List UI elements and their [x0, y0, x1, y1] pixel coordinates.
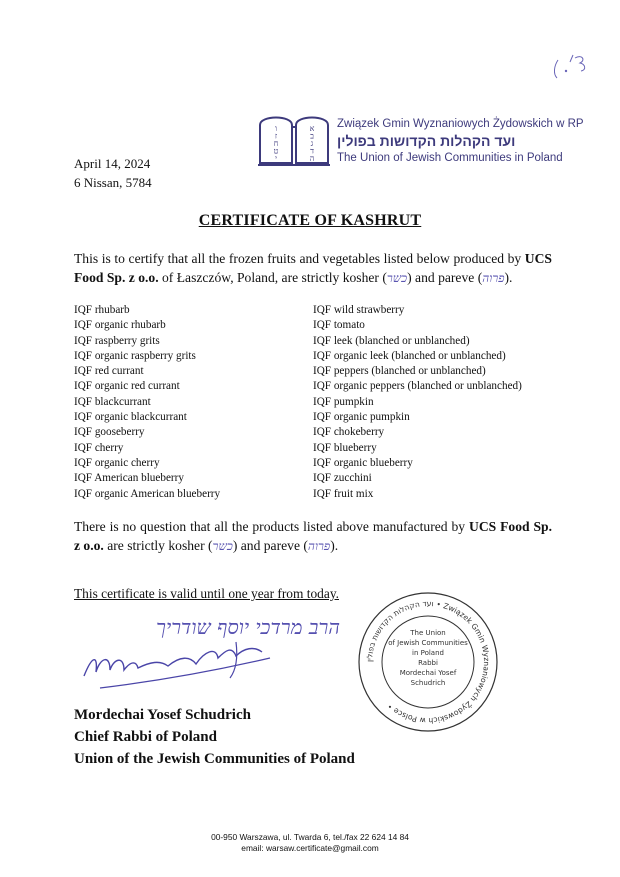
stamp-center-line: in Poland: [412, 649, 444, 657]
official-stamp: [356, 590, 500, 734]
validity-statement: This certificate is valid until one year from today.: [74, 586, 339, 601]
date-gregorian: April 14, 2024: [74, 156, 151, 171]
logo-letter: ב: [310, 131, 314, 141]
product-right-item: IQF fruit mix: [313, 487, 374, 500]
logo-letter: ד: [310, 146, 314, 156]
logo-letter: א: [309, 124, 315, 133]
product-left-item: IQF gooseberry: [74, 426, 145, 439]
product-left-item: IQF organic blackcurrant: [74, 411, 187, 424]
org-name-hebrew: ועד הקהלות הקדושות בפולין: [337, 133, 516, 149]
stamp-center-line: Mordechai Yosef: [399, 669, 457, 677]
signer-position: Chief Rabbi of Poland: [74, 729, 217, 745]
product-left-item: IQF organic raspberry grits: [74, 349, 196, 362]
logo-letter: י: [274, 154, 278, 163]
org-name-english: The Union of Jewish Communities in Poland: [337, 152, 563, 164]
product-right-item: IQF organic peppers (blanched or unblanched): [313, 380, 522, 393]
product-left-item: IQF blackcurrant: [74, 395, 151, 408]
logo-letter: ט: [273, 146, 279, 156]
date-hebrew: 6 Nissan, 5784: [74, 175, 152, 190]
product-right-item: IQF leek (blanched or unblanched): [313, 334, 470, 347]
logo-letter: ה: [309, 154, 315, 163]
handwritten-corner-mark: [548, 50, 592, 84]
signature-hebrew: הרב מרדכי יוסף שודריך: [156, 615, 340, 639]
product-left-item: IQF raspberry grits: [74, 334, 160, 347]
product-left-item: IQF organic cherry: [74, 456, 160, 469]
product-right-item: IQF chokeberry: [313, 426, 385, 439]
product-right-item: IQF pumpkin: [313, 395, 374, 408]
product-right-item: IQF tomato: [313, 319, 365, 332]
product-right-item: IQF zucchini: [313, 472, 372, 485]
kosher-handwritten: כשר: [386, 271, 408, 285]
product-left-item: IQF red currant: [74, 365, 144, 378]
footer-address: 00-950 Warszawa, ul. Twarda 6, tel./fax 22 624 14 84: [211, 832, 409, 842]
product-left-item: IQF organic American blueberry: [74, 487, 221, 500]
closing-paragraph: There is no question that all the products listed above manufactured by UCS Food Sp. z o.o. are strictly kosher (כשר) and pareve (פרוה).: [74, 519, 552, 553]
logo-letter: ח: [273, 139, 279, 148]
union-logo-icon: [256, 111, 334, 167]
product-left-item: IQF organic red currant: [74, 380, 180, 393]
product-list-right: [313, 303, 522, 502]
logo-letter: ז: [274, 131, 278, 141]
product-left-item: IQF rhubarb: [74, 304, 130, 316]
svg-text:ועד הקהלות הקדושות בפולין • Zw: ועד הקהלות הקדושות בפולין • Związek Gmin Wyznaniowych Żydowskich w Polsce •: [364, 598, 492, 726]
product-right-item: IQF peppers (blanched or unblanched): [313, 365, 486, 378]
logo-letter: ג: [310, 139, 314, 148]
product-left-item: IQF cherry: [74, 441, 124, 454]
product-list-left: [74, 303, 220, 502]
footer-email: email: warsaw.certificate@gmail.com: [241, 843, 379, 853]
product-left-item: IQF American blueberry: [74, 472, 184, 485]
product-left-item: IQF organic rhubarb: [74, 319, 166, 332]
intro-paragraph: This is to certify that all the frozen fruits and vegetables listed below produced by UCS Food Sp. z o.o. of Łaszczów, Poland, are strictly kosher (כשר) and pareve (פרוה).: [74, 251, 552, 285]
rabbi-signature: [40, 606, 360, 696]
pareve-handwritten: פרוה: [307, 539, 331, 553]
stamp-center-line: Schudrich: [410, 679, 446, 687]
product-right-item: IQF organic pumpkin: [313, 411, 410, 424]
org-name-polish: Związek Gmin Wyznaniowych Żydowskich w RP: [337, 118, 584, 130]
logo-letter: ו: [274, 124, 278, 133]
pareve-handwritten: פרוה: [482, 271, 505, 285]
stamp-center-line: of Jewish Communities: [388, 639, 468, 647]
signer-name: Mordechai Yosef Schudrich: [74, 707, 251, 723]
company-name: UCS Food Sp. z o.o.: [74, 251, 552, 285]
kosher-handwritten: כשר: [212, 539, 233, 553]
stamp-center-line: The Union: [410, 629, 446, 637]
product-right-item: IQF organic blueberry: [313, 456, 413, 469]
signer-organization: Union of the Jewish Communities of Poland: [74, 751, 355, 767]
product-right-item: IQF blueberry: [313, 441, 377, 454]
product-right-item: IQF organic leek (blanched or unblanched): [313, 349, 506, 362]
stamp-center-line: Rabbi: [418, 659, 438, 667]
company-name: UCS Food Sp. z o.o.: [74, 519, 552, 553]
certificate-title: CERTIFICATE OF KASHRUT: [198, 212, 422, 229]
product-right-item: IQF wild strawberry: [313, 304, 405, 316]
